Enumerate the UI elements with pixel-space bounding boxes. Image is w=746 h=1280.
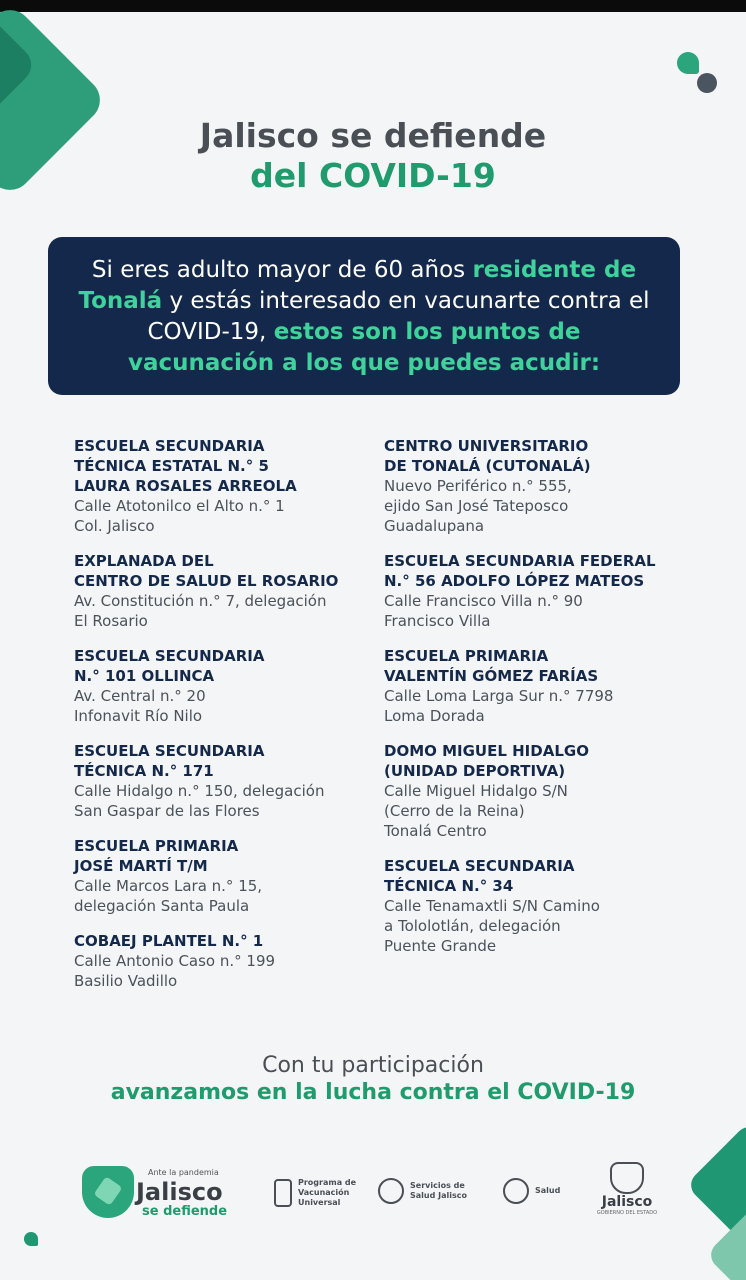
banner-text: y estás interesado en vacunarte contra el COVID-19, <box>147 288 650 345</box>
location-name: ESCUELA PRIMARIA JOSÉ MARTÍ T/M <box>74 837 239 875</box>
location-name: ESCUELA SECUNDARIA TÉCNICA N.° 171 <box>74 742 265 780</box>
location-item <box>74 836 374 916</box>
location-address: Calle Marcos Lara n.° 15, delegación Santa Paula <box>74 877 263 915</box>
gobierno-jalisco-logo <box>590 1162 664 1216</box>
location-address: Nuevo Periférico n.° 555, ejido San José Tateposco Guadalupana <box>384 477 572 535</box>
banner-highlight: residente de Tonalá <box>78 257 637 314</box>
location-name: ESCUELA SECUNDARIA FEDERAL N.° 56 ADOLFO LÓPEZ MATEOS <box>384 552 656 590</box>
banner-highlight: estos son los puntos de vacunación a los que puedes acudir: <box>127 319 601 376</box>
location-name: CENTRO UNIVERSITARIO DE TONALÁ (CUTONALÁ) <box>384 437 591 475</box>
page-subtitle: del COVID-19 <box>250 156 496 195</box>
location-item <box>74 646 374 726</box>
location-item <box>74 551 374 631</box>
locations-right-column <box>384 436 714 971</box>
location-address: Calle Hidalgo n.° 150, delegación San Gaspar de las Flores <box>74 782 325 820</box>
location-name: DOMO MIGUEL HIDALGO (UNIDAD DEPORTIVA) <box>384 742 589 780</box>
crest-icon <box>610 1162 644 1194</box>
location-address: Av. Constitución n.° 7, delegación El Rosario <box>74 592 327 630</box>
location-item <box>384 741 714 841</box>
salud-logo-text: Salud <box>535 1186 561 1195</box>
banner-text: Si eres adulto mayor de 60 años <box>91 257 473 283</box>
logo-main-text: Jalisco <box>136 1178 223 1206</box>
location-item <box>384 436 714 536</box>
location-address: Calle Loma Larga Sur n.° 7798 Loma Dorada <box>384 687 614 725</box>
locations-left-column <box>74 436 374 1006</box>
location-name: EXPLANADA DEL CENTRO DE SALUD EL ROSARIO <box>74 552 339 590</box>
ssj-logo <box>378 1178 467 1204</box>
location-address: Calle Miguel Hidalgo S/N (Cerro de la Reina) Tonalá Centro <box>384 782 568 840</box>
location-item <box>384 856 714 956</box>
status-bar <box>0 0 746 12</box>
location-item <box>384 551 714 631</box>
location-name: ESCUELA SECUNDARIA TÉCNICA N.° 34 <box>384 857 575 895</box>
vacunacion-logo-text: Programa de Vacunación Universal <box>298 1178 357 1207</box>
gov-logo-name: Jalisco <box>601 1194 653 1210</box>
ssj-icon <box>378 1178 404 1204</box>
decorative-dot <box>677 52 699 74</box>
decorative-dot <box>24 1232 38 1246</box>
closing-line: Con tu participación <box>262 1053 484 1078</box>
location-item <box>384 646 714 726</box>
location-address: Calle Antonio Caso n.° 199 Basilio Vadillo <box>74 952 276 990</box>
logo-sub-text: se defiende <box>142 1204 228 1219</box>
closing-slogan: avanzamos en la lucha contra el COVID-19 <box>110 1080 636 1105</box>
location-name: ESCUELA SECUNDARIA TÉCNICA ESTATAL N.° 5 LAURA ROSALES ARREOLA <box>74 437 297 495</box>
vacunacion-logo <box>274 1178 356 1208</box>
jalisco-se-defiende-logo <box>82 1162 242 1222</box>
location-address: Calle Atotonilco el Alto n.° 1 Col. Jalisco <box>74 497 285 535</box>
gov-logo-sub: GOBIERNO DEL ESTADO <box>596 1210 658 1216</box>
location-address: Calle Francisco Villa n.° 90 Francisco Villa <box>384 592 583 630</box>
location-name: COBAEJ PLANTEL N.° 1 <box>74 932 264 950</box>
location-name: ESCUELA PRIMARIA VALENTÍN GÓMEZ FARÍAS <box>384 647 599 685</box>
page-title: Jalisco se defiende <box>199 116 547 155</box>
salud-logo <box>503 1178 560 1204</box>
location-item <box>74 741 374 821</box>
location-item <box>74 436 374 536</box>
shield-icon <box>82 1166 134 1218</box>
logo-pretext: Ante la pandemia <box>148 1168 219 1177</box>
location-name: ESCUELA SECUNDARIA N.° 101 OLLINCA <box>74 647 265 685</box>
info-banner <box>48 237 680 395</box>
heart-pulse-icon <box>503 1178 529 1204</box>
syringe-icon <box>274 1179 292 1207</box>
ssj-logo-text: Servicios de Salud Jalisco <box>410 1181 467 1200</box>
location-address: Av. Central n.° 20 Infonavit Río Nilo <box>74 687 206 725</box>
decorative-dot <box>697 73 717 93</box>
location-address: Calle Tenamaxtli S/N Camino a Tololotlán, delegación Puente Grande <box>384 897 600 955</box>
location-item <box>74 931 374 991</box>
